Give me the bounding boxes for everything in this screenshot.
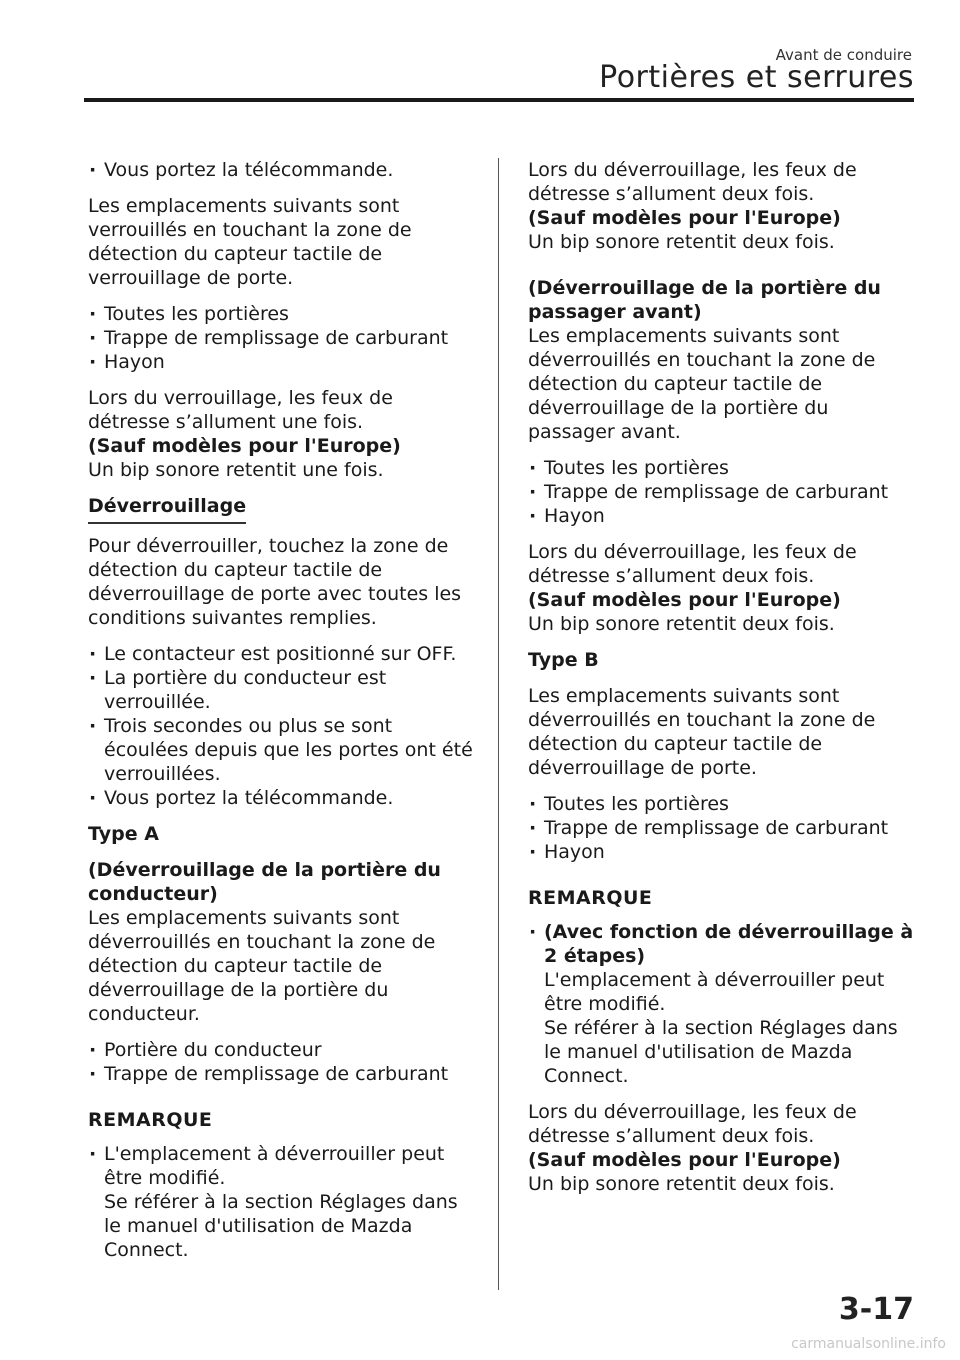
note-heading: REMARQUE: [88, 1109, 213, 1131]
list-item: · Trappe de remplissage de carburant: [528, 816, 918, 840]
section-label: Avant de conduire: [775, 46, 912, 64]
list-item: · Vous portez la télécommande.: [88, 158, 473, 182]
text: Se référer à la section Réglages dans le manuel d'utilisation de Mazda Connect.: [544, 1017, 898, 1087]
type-b-items-list: [528, 792, 918, 864]
conditions-list: [88, 642, 473, 810]
note-list: [528, 920, 918, 1088]
paragraph: [528, 1100, 918, 1196]
text: L'emplacement à déverrouiller peut être modifié.: [104, 1143, 445, 1189]
watermark: carmanualsonline.info: [791, 1336, 946, 1352]
unlock-heading: Déverrouillage: [88, 494, 246, 524]
type-a-heading: Type A: [88, 823, 159, 845]
list-item: · Trappe de remplissage de carburant: [528, 480, 918, 504]
paragraph: [88, 858, 473, 1026]
text: Un bip sonore retentit deux fois.: [528, 613, 835, 635]
europe-note: (Sauf modèles pour l'Europe): [528, 1149, 841, 1171]
text: Un bip sonore retentit deux fois.: [528, 1173, 835, 1195]
subheading: (Déverrouillage de la portière du passager avant): [528, 277, 881, 323]
paragraph: Pour déverrouiller, touchez la zone de détection du capteur tactile de déverrouillage de porte avec toutes les conditions suivantes remplies.: [88, 535, 462, 629]
note-list: [88, 1142, 473, 1262]
text: Les emplacements suivants sont déverrouillés en touchant la zone de détection du capteur tactile de déverrouillage de la portière du conducteur.: [88, 907, 436, 1025]
text: Lors du verrouillage, les feux de détresse s’allument une fois.: [88, 387, 393, 433]
list-item: [88, 1142, 473, 1262]
column-divider: [498, 158, 499, 1290]
paragraph: [528, 540, 918, 636]
list-item: · Trappe de remplissage de carburant: [88, 1062, 473, 1086]
text: Un bip sonore retentit deux fois.: [528, 231, 835, 253]
bullet-list: [88, 158, 473, 182]
list-item: [528, 920, 918, 1088]
list-item: · Trappe de remplissage de carburant: [88, 326, 473, 350]
text: Se référer à la section Réglages dans le manuel d'utilisation de Mazda Connect.: [104, 1191, 458, 1261]
header-rule: [84, 98, 914, 102]
note-heading: REMARQUE: [528, 887, 653, 909]
text: Les emplacements suivants sont déverrouillés en touchant la zone de détection du capteur tactile de déverrouillage de la portière du passager avant.: [528, 325, 876, 443]
europe-note: (Sauf modèles pour l'Europe): [528, 207, 841, 229]
text: L'emplacement à déverrouiller peut être modifié.: [544, 969, 885, 1015]
page-number: 3-17: [838, 1292, 914, 1327]
left-column: [88, 158, 473, 1274]
europe-note: (Sauf modèles pour l'Europe): [528, 589, 841, 611]
list-item: · Toutes les portières: [528, 792, 918, 816]
list-item: · Trois secondes ou plus se sont écoulées depuis que les portes ont été verrouillées.: [88, 714, 473, 786]
list-item: · Le contacteur est positionné sur OFF.: [88, 642, 473, 666]
paragraph: Les emplacements suivants sont verrouillés en touchant la zone de détection du capteur tactile de verrouillage de porte.: [88, 195, 412, 289]
right-column: [528, 158, 918, 1208]
text: Lors du déverrouillage, les feux de détresse s’allument deux fois.: [528, 1101, 857, 1147]
paragraph: [88, 386, 473, 482]
paragraph: [528, 158, 918, 254]
list-item: · Hayon: [528, 504, 918, 528]
list-item: · Vous portez la télécommande.: [88, 786, 473, 810]
chapter-title: Portières et serrures: [599, 60, 914, 95]
text: Un bip sonore retentit une fois.: [88, 459, 384, 481]
paragraph: [528, 276, 918, 444]
paragraph: Les emplacements suivants sont déverrouillés en touchant la zone de détection du capteur tactile de déverrouillage de porte.: [528, 685, 876, 779]
europe-note: (Sauf modèles pour l'Europe): [88, 435, 401, 457]
passenger-items-list: [528, 456, 918, 528]
text: Lors du déverrouillage, les feux de détresse s’allument deux fois.: [528, 159, 857, 205]
text: Lors du déverrouillage, les feux de détresse s’allument deux fois.: [528, 541, 857, 587]
list-item: · Toutes les portières: [88, 302, 473, 326]
list-item: · Portière du conducteur: [88, 1038, 473, 1062]
list-item: · La portière du conducteur est verrouillée.: [88, 666, 473, 714]
subheading: (Déverrouillage de la portière du conducteur): [88, 859, 441, 905]
list-item: · Toutes les portières: [528, 456, 918, 480]
note-condition: (Avec fonction de déverrouillage à 2 étapes): [544, 921, 914, 967]
driver-items-list: [88, 1038, 473, 1086]
list-item: · Hayon: [88, 350, 473, 374]
locking-items-list: [88, 302, 473, 374]
list-item: · Hayon: [528, 840, 918, 864]
type-b-heading: Type B: [528, 649, 599, 671]
